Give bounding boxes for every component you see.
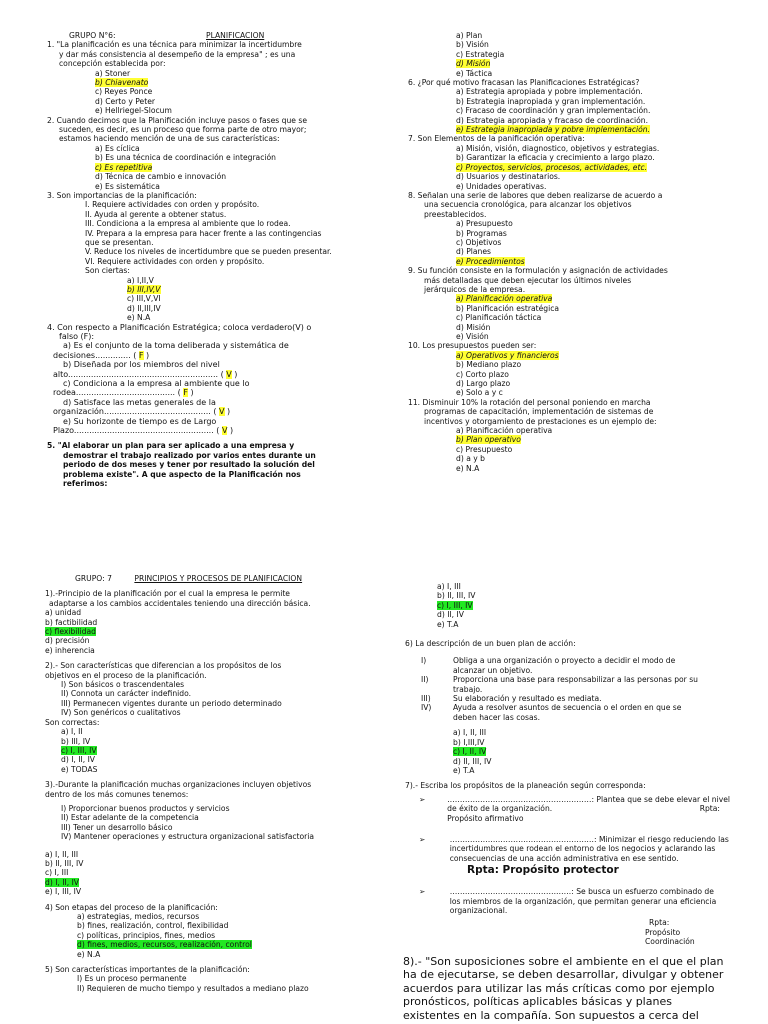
- group-label: GRUPO N°6:: [69, 31, 116, 40]
- question-5-options: a) Plan b) Visión c) Estrategia d) Misión e) Táctica: [456, 31, 505, 78]
- question-3: 3).-Durante la planificación muchas organizaciones incluyen objetivos dentro de los más comunes tenemos: I) Proporcionar buenos productos y servicios II) Estar adelante de la competencia III) Tener un desarrollo básico IV) Mantener operaciones y estructura organizacional satisfactoria a) I, II, III b) II, III, IV c) I, III d) I, II, IV e) I, III, IV: [45, 780, 315, 897]
- answer-highlight: F: [183, 388, 188, 398]
- list-item: II) Proporciona una base para responsabilizar a las personas por su trabajo.: [421, 675, 698, 694]
- question-4: 4) Son etapas del proceso de la planificación: a) estrategias, medios, recursos b) fines, realización, control, flexibilidad c) políticas, principios, fines, medios d) fines, medios, recursos, realización, control e) N.A: [45, 902, 252, 959]
- question-5-options: a) I, III b) II, III, IV c) I, III, IV d) II, IV e) T.A: [437, 582, 476, 629]
- bullet-arrow-icon: ➢: [419, 834, 426, 844]
- question-4: 4. Con respecto a Planificación Estratégica; coloca verdadero(V) o falso (F): a) Es el conjunto de la toma deliberada y sistemática de decisiones.............. ( F ) b) Diseñada por los miembros del nivel alto........................................................... ( V ) c) Condiciona a la empresa al ambiente que lo rodea....................................... ( F ) d) Satisface las metas generales de la organización.......................................... ( V ) e) Su horizonte de tiempo es de Largo Plazo....................................................... ( V ): [47, 322, 312, 436]
- question-6: 6. ¿Por qué motivo fracasan las Planificaciones Estratégicas? a) Estrategia apropiada y pobre implementación. b) Estrategia inapropiada y gran implementación. c) Fracaso de coordinación y gran implementación. d) Estrategia apropiada y fracaso de coordinación. e) Estrategia inapropiada y pobre implementación.: [408, 78, 651, 135]
- answer-highlight: V: [221, 426, 228, 436]
- question-1: 1. "La planificación es una técnica para minimizar la incertidumbre y dar más consistencia al desempeño de la empresa" ; es una concepción establecida por: a) Stoner b) Chiavenato c) Reyes Ponce d) Certo y Peter e) Hellriegel-Slocum: [47, 40, 302, 116]
- question-5: 5. "Al elaborar un plan para ser aplicado a una empresa y demostrar el trabajo realizado por varios entes durante un periodo de dos meses y tener por resultado la solución del problema existe". A que aspecto de la Planificación nos referimos:: [47, 441, 316, 489]
- question-7: 7).- Escriba los propósitos de la planeación según corresponda: ➢ …………………………………………………: Plantea que se debe elevar el nivel de éxito de la organización. Rpta: Propósito afirmativo ➢ …………………………………………………: Minimizar el riesgo reduciendo las incertidumbres que rodean el entorno de los negocios y aclarando las consecuencias de una acción administrativa en ese sentido. Rpta: Propósito protector ➢ …………………………………………: Se busca un esfuerzo combinado de los miembros de la organización, que permitan generar una eficiencia organizacional. Rpta: Propósito Coordinación: [405, 781, 730, 947]
- page-header: [47, 31, 377, 40]
- answer-coordination: Rpta: Propósito Coordinación: [645, 918, 695, 947]
- answer-highlight: c) flexibilidad: [45, 627, 96, 637]
- answer-protector: Rpta: Propósito protector: [467, 864, 619, 877]
- answer-highlight: b) Plan operativo: [456, 435, 521, 445]
- answer-highlight: V: [226, 369, 232, 379]
- question-7: 7. Son Elementos de la panificación operativa: a) Misión, visión, diagnostico, objetivos y estrategias. b) Garantizar la eficacia y crecimiento a largo plazo. c) Proyectos, servicios, procesos, actividades, etc. d) Usuarios y destinatarios. e) Unidades operativas.: [408, 134, 660, 191]
- question-3: 3. Son importancias de la planificación: I. Requiere actividades con orden y propósito. II. Ayuda al gerente a obtener status. III. Condiciona a la empresa al ambiente que lo rodea. IV. Prepara a la empresa para hacer frente a las contingencias que se presentan. V. Reduce los niveles de incertidumbre que se pueden presentar. VI. Requiere actividades con orden y propósito. Son ciertas: a) I,II,V b) III,IV,V c) III,V,VI d) II,III,IV e) N.A: [47, 190, 332, 323]
- answer-highlight: a) Planificación operativa: [456, 294, 553, 304]
- answer-highlight: d) I, II, IV: [45, 877, 80, 887]
- answer-highlight: b) Chiavenato: [95, 78, 149, 88]
- question-2: 2. Cuando decimos que la Planificación incluye pasos o fases que se suceden, es decir, es un proceso que forma parte de otro mayor; estamos haciendo mención de una de sus características: a) Es cíclica b) Es una técnica de coordinación e integración c) Es repetitiva d) Técnica de cambio e innovación e) Es sistemática: [47, 115, 308, 191]
- answer-block-3: ➢ …………………………………………: Se busca un esfuerzo combinado de los miembros de la organización, que permitan generar una eficiencia organizacional.: [405, 887, 730, 915]
- answer-highlight: a) Operativos y financieros: [456, 350, 559, 360]
- left-column: [47, 31, 377, 489]
- answer-highlight: b) III,IV,V: [127, 284, 161, 294]
- answer-highlight: c) I, II, IV: [453, 747, 487, 757]
- question-1: 1).-Principio de la planificación por el cual la empresa le permite adaptarse a los cambios accidentales teniendo una dirección básica. a) unidad b) factibilidad c) flexibilidad d) precisión e) inherencia: [45, 589, 311, 655]
- bullet-arrow-icon: ➢: [419, 887, 426, 897]
- answer-highlight: F: [138, 350, 144, 360]
- exam-page-group-7: [0, 568, 768, 1024]
- question-11: 11. Disminuir 10% la rotación del personal poniendo en marcha programas de capacitación, implementación de sistemas de incentivos y otorgamiento de prestaciones es un ejemplo de: a) Planificación operativa b) Plan operativo c) Presupuesto d) a y b e) N.A: [408, 397, 657, 473]
- question-2: 2).- Son características que diferencian a los propósitos de los objetivos en el proceso de la planificación. I) Son básicos o trascendentales II) Connota un carácter indefinido. III) Permanecen vigentes durante un periodo determinado IV) Son genéricos o cualitativos Son correctas: a) I, II b) III, IV c) I, III, IV d) I, II, IV e) TODAS: [45, 661, 282, 774]
- right-column: [408, 31, 748, 473]
- list-item: IV) Ayuda a resolver asuntos de secuencia o el orden en que se deben hacer las cosas.: [421, 703, 682, 722]
- group-label: GRUPO: 7: [75, 574, 112, 583]
- question-6: 6) La descripción de un buen plan de acción: I) Obliga a una organización o proyecto a decidir el modo de alcanzar un objetivo. II) Proporciona una base para responsabilizar a las personas por su trabajo. III) Su elaboración y resultado es mediata. IV) Ayuda a resolver asuntos de secuencia o el orden en que se deben hacer las cosas. a) I, II, III b) I,III,IV c) I, II, IV d) II, III, IV e) T.A: [405, 639, 730, 775]
- answer-highlight: V: [219, 407, 225, 417]
- answer-block-2: ➢ …………………………………………………: Minimizar el riesgo reduciendo las incertidumbres que rodean el entorno de los negocios y aclarando las consecuencias de una acción administrativa en ese sentido.: [405, 835, 730, 863]
- answer-highlight: c) I, III, IV: [61, 745, 97, 755]
- question-8: 8).- "Son suposiciones sobre el ambiente en el que el plan ha de ejecutarse, se deben desarrollar, divulgar y obtener acuerdos para utilizar las más críticas como por ejemplo pronósticos, políticas aplicables básicas y planes existentes en la compañía. Son supuestos a cerca del: [403, 954, 724, 1022]
- question-5: 5) Son características importantes de la planificación: I) Es un proceso permanente II) Requieren de mucho tiempo y resultados a mediano plazo: [45, 965, 309, 993]
- answer-highlight: e) Procedimientos: [456, 256, 525, 266]
- list-item: I) Obliga a una organización o proyecto a decidir el modo de alcanzar un objetivo.: [421, 656, 676, 675]
- bullet-arrow-icon: ➢: [419, 794, 426, 804]
- list-item: III) Su elaboración y resultado es mediata.: [421, 694, 602, 704]
- answer-block-1: ➢ …………………………………………………: Plantea que se debe elevar el nivel de éxito de la organización. Rpta: Propósito afirmativo: [405, 795, 730, 823]
- question-9: 9. Su función consiste en la formulación y asignación de actividades más detalladas que deben ejecutar los últimos niveles jerárquicos de la empresa. a) Planificación operativa b) Planificación estratégica c) Planificación táctica d) Misión e) Visión: [408, 266, 668, 341]
- answer-highlight: d) fines, medios, recursos, realización, control: [77, 940, 252, 950]
- page-header: [45, 574, 385, 583]
- answer-highlight: c) Es repetitiva: [95, 162, 153, 172]
- right-column: [405, 582, 730, 1022]
- answer-highlight: e) Estrategia inapropiada y pobre implementación.: [456, 125, 651, 135]
- answer-highlight: d) Misión: [456, 59, 491, 69]
- question-10: 10. Los presupuestos pueden ser: a) Operativos y financieros b) Mediano plazo c) Corto plazo d) Largo plazo e) Solo a y c: [408, 341, 559, 398]
- page-title: PRINCIPIOS Y PROCESOS DE PLANIFICACION: [134, 574, 303, 583]
- left-column: [45, 574, 385, 993]
- page-title: PLANIFICACION: [205, 31, 265, 40]
- question-8: 8. Señalan una serie de labores que deben realizarse de acuerdo a una secuencia cronológica, para alcanzar los objetivos preestablecidos. a) Presupuesto b) Programas c) Objetivos d) Planes e) Procedimientos: [408, 190, 663, 266]
- answer-highlight: c) Proyectos, servicios, procesos, actividades, etc.: [456, 162, 648, 172]
- answer-highlight: c) I, III, IV: [437, 600, 473, 610]
